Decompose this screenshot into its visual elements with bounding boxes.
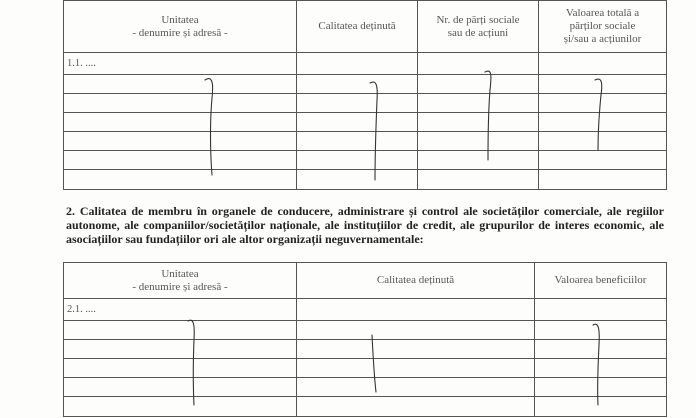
table-row <box>64 299 667 321</box>
table-row <box>64 321 667 340</box>
header-quality: Calitatea deținută <box>297 1 418 53</box>
table-row <box>64 94 667 113</box>
table-row <box>64 75 667 94</box>
header-benefits-value: Valoarea beneficiilor <box>535 263 667 299</box>
shareholdings-table <box>63 0 667 190</box>
board-membership-table <box>63 262 667 417</box>
table-header-row <box>64 1 667 53</box>
header-quality: Calitatea deținută <box>297 263 535 299</box>
header-shares-count: Nr. de părți sociale sau de acțiuni <box>418 1 539 53</box>
table-row <box>64 151 667 170</box>
header-unit: Unitatea - denumire și adresă - <box>64 1 297 53</box>
table-header-row <box>64 263 667 299</box>
table-row <box>64 132 667 151</box>
table-row <box>64 53 667 75</box>
section-2-heading: 2. Calitatea de membru în organele de conducere, administrare și control ale societăților comerciale, ale regiilor autonome, ale companiilor/societăților naționale, ale instituțiilor de credit, ale grupurilor de interes economic, ale asociațiilor sau fundațiilor ori ale altor organizații neguvernamentale: <box>66 204 664 246</box>
table-row <box>64 359 667 378</box>
table-row <box>64 378 667 397</box>
table-row <box>64 170 667 190</box>
table-row <box>64 397 667 417</box>
row-label: 1.1. .... <box>64 53 297 75</box>
row-label: 2.1. .... <box>64 299 297 321</box>
table-row <box>64 113 667 132</box>
header-unit: Unitatea - denumire și adresă - <box>64 263 297 299</box>
header-total-value: Valoarea totală a părților sociale și/sau a acțiunilor <box>539 1 667 53</box>
table-row <box>64 340 667 359</box>
